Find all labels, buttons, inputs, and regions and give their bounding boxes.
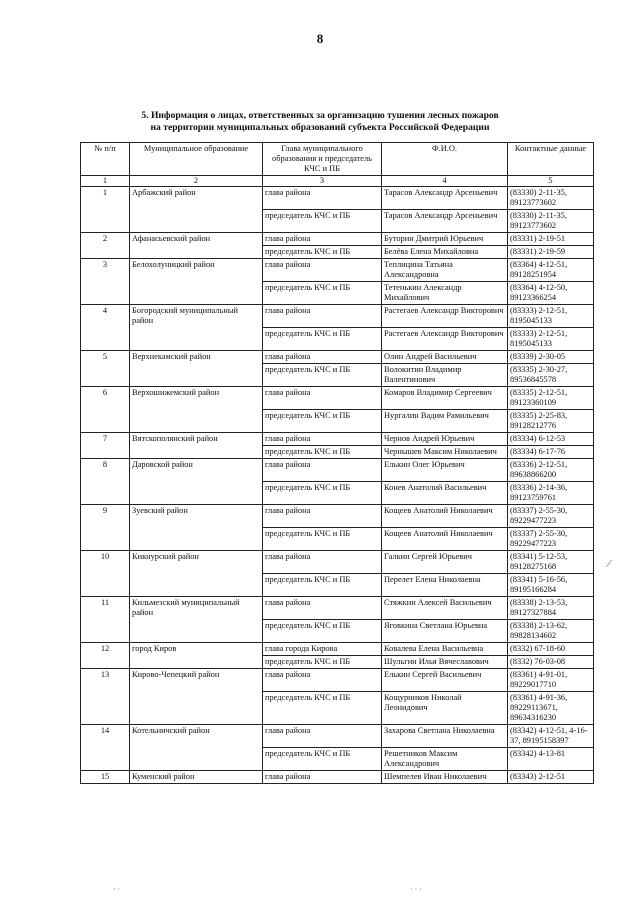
table-row bbox=[81, 351, 594, 364]
title-line-1: 5. Информация о лицах, ответственных за организацию тушения лесных пожаров bbox=[141, 110, 499, 121]
margin-mark: ⁄ bbox=[608, 558, 610, 570]
row-number: 6 bbox=[81, 387, 130, 433]
person-name: Комаров Владимир Сергеевич bbox=[382, 387, 508, 410]
contact-phone: (8332) 67-18-60 bbox=[508, 643, 594, 656]
contact-phone: (83334) 6-12-53 bbox=[508, 433, 594, 446]
table-row bbox=[81, 433, 594, 446]
table-row bbox=[81, 551, 594, 574]
municipality-name: Верхошижемский район bbox=[130, 387, 263, 433]
title-line-2: на территории муниципальных образований субъекта Российской Федерации bbox=[150, 122, 490, 133]
contact-phone: (83364) 4-12-50, 89123366254 bbox=[508, 282, 594, 305]
contact-phone: (83337) 2-55-30, 89229477223 bbox=[508, 505, 594, 528]
column-index-row bbox=[81, 176, 594, 187]
municipality-name: Котельничский район bbox=[130, 725, 263, 771]
table-row bbox=[81, 771, 594, 784]
contact-phone: (83361) 4-91-01, 89229017710 bbox=[508, 669, 594, 692]
person-name: Ковалева Елена Васильевна bbox=[382, 643, 508, 656]
municipality-name: Кирово-Чепецкий район bbox=[130, 669, 263, 725]
row-number: 14 bbox=[81, 725, 130, 771]
municipality-name: Даровской район bbox=[130, 459, 263, 505]
official-role: глава района bbox=[263, 233, 382, 246]
contact-phone: (83333) 2-12-51, 8195045133 bbox=[508, 328, 594, 351]
row-number: 11 bbox=[81, 597, 130, 643]
header-row bbox=[81, 143, 594, 176]
official-role: глава города Кирова bbox=[263, 643, 382, 656]
official-role: председатель КЧС и ПБ bbox=[263, 328, 382, 351]
official-role: глава района bbox=[263, 551, 382, 574]
official-role: глава района bbox=[263, 259, 382, 282]
row-number: 10 bbox=[81, 551, 130, 597]
table-row bbox=[81, 505, 594, 528]
contact-phone: (83342) 4-13-81 bbox=[508, 748, 594, 771]
official-role: председатель КЧС и ПБ bbox=[263, 364, 382, 387]
person-name: Кощурников Николай Леонидович bbox=[382, 692, 508, 725]
person-name: Растегаев Александр Викторович bbox=[382, 328, 508, 351]
official-role: председатель КЧС и ПБ bbox=[263, 656, 382, 669]
contact-phone: (83364) 4-12-51, 89128251954 bbox=[508, 259, 594, 282]
municipality-name: Кикнурский район bbox=[130, 551, 263, 597]
person-name: Буторин Дмитрий Юрьевич bbox=[382, 233, 508, 246]
person-name: Елькин Олег Юрьевич bbox=[382, 459, 508, 482]
person-name: Стяжкин Алексей Васильевич bbox=[382, 597, 508, 620]
col-index: 5 bbox=[508, 176, 594, 187]
row-number: 8 bbox=[81, 459, 130, 505]
contact-phone: (83331) 2-19-59 bbox=[508, 246, 594, 259]
official-role: председатель КЧС и ПБ bbox=[263, 210, 382, 233]
contact-phone: (83341) 5-12-53, 89128275168 bbox=[508, 551, 594, 574]
person-name: Олин Андрей Васильевич bbox=[382, 351, 508, 364]
person-name: Тетенькин Александр Михайлович bbox=[382, 282, 508, 305]
municipality-name: Зуевский район bbox=[130, 505, 263, 551]
official-role: глава района bbox=[263, 187, 382, 210]
person-name: Кощеев Анатолий Николаевич bbox=[382, 505, 508, 528]
contact-phone: (83330) 2-11-35, 89123773602 bbox=[508, 210, 594, 233]
page-number: 8 bbox=[316, 31, 324, 46]
official-role: глава района bbox=[263, 505, 382, 528]
person-name: Растегаев Александр Викторович bbox=[382, 305, 508, 328]
row-number: 1 bbox=[81, 187, 130, 233]
person-name: Галкин Сергей Юрьевич bbox=[382, 551, 508, 574]
person-name: Захарова Светлана Николаевна bbox=[382, 725, 508, 748]
row-number: 7 bbox=[81, 433, 130, 459]
contact-phone: (83330) 2-11-35, 89123773602 bbox=[508, 187, 594, 210]
municipality-name: Вятскополянский район bbox=[130, 433, 263, 459]
row-number: 3 bbox=[81, 259, 130, 305]
scan-speck: · · · bbox=[410, 885, 422, 894]
official-role: глава района bbox=[263, 669, 382, 692]
contact-phone: (83337) 2-55-30, 89229477223 bbox=[508, 528, 594, 551]
person-name: Конев Анатолий Васильевич bbox=[382, 482, 508, 505]
contact-phone: (83343) 2-12-51 bbox=[508, 771, 594, 784]
official-role: председатель КЧС и ПБ bbox=[263, 282, 382, 305]
official-role: глава района bbox=[263, 725, 382, 748]
municipality-name: Арбажский район bbox=[130, 187, 263, 233]
table-row bbox=[81, 669, 594, 692]
person-name: Белёва Елена Михайловна bbox=[382, 246, 508, 259]
official-role: глава района bbox=[263, 597, 382, 620]
official-role: глава района bbox=[263, 387, 382, 410]
person-name: Перелет Елена Николаевна bbox=[382, 574, 508, 597]
person-name: Яговкина Светлана Юрьевна bbox=[382, 620, 508, 643]
section-title bbox=[40, 110, 600, 134]
official-role: председатель КЧС и ПБ bbox=[263, 446, 382, 459]
official-role: председатель КЧС и ПБ bbox=[263, 620, 382, 643]
table-row bbox=[81, 187, 594, 210]
contact-phone: (83334) 6-17-76 bbox=[508, 446, 594, 459]
row-number: 2 bbox=[81, 233, 130, 259]
official-role: глава района bbox=[263, 305, 382, 328]
table-row bbox=[81, 305, 594, 328]
contact-phone: (83338) 2-13-53, 89127327884 bbox=[508, 597, 594, 620]
person-name: Тарасов Александр Арсеньевич bbox=[382, 210, 508, 233]
person-name: Чернов Андрей Юрьевич bbox=[382, 433, 508, 446]
official-role: председатель КЧС и ПБ bbox=[263, 246, 382, 259]
person-name: Решетников Максим Александрович bbox=[382, 748, 508, 771]
header-mo: Муниципальное образование bbox=[130, 143, 263, 176]
col-index: 4 bbox=[382, 176, 508, 187]
contact-phone: (83339) 2-30-05 bbox=[508, 351, 594, 364]
col-index: 3 bbox=[263, 176, 382, 187]
row-number: 13 bbox=[81, 669, 130, 725]
contact-phone: (8332) 76-03-08 bbox=[508, 656, 594, 669]
official-role: глава района bbox=[263, 433, 382, 446]
municipality-name: Афанасьевский район bbox=[130, 233, 263, 259]
contact-phone: (83335) 2-30-27, 89536845578 bbox=[508, 364, 594, 387]
person-name: Чернышев Максим Николаевич bbox=[382, 446, 508, 459]
official-role: председатель КЧС и ПБ bbox=[263, 482, 382, 505]
municipality-name: Богородский муниципальный район bbox=[130, 305, 263, 351]
header-fio: Ф.И.О. bbox=[382, 143, 508, 176]
municipality-name: Белохолуницкий район bbox=[130, 259, 263, 305]
table-row bbox=[81, 459, 594, 482]
official-role: председатель КЧС и ПБ bbox=[263, 574, 382, 597]
col-index: 1 bbox=[81, 176, 130, 187]
table-row bbox=[81, 259, 594, 282]
official-role: глава района bbox=[263, 459, 382, 482]
person-name: Шемпелев Иван Николаевич bbox=[382, 771, 508, 784]
contact-phone: (83336) 2-14-36, 89123759761 bbox=[508, 482, 594, 505]
header-num: № п/п bbox=[81, 143, 130, 176]
official-role: глава района bbox=[263, 351, 382, 364]
contact-phone: (83331) 2-19-51 bbox=[508, 233, 594, 246]
person-name: Шульгин Илья Вячеславович bbox=[382, 656, 508, 669]
header-contacts: Контактные данные bbox=[508, 143, 594, 176]
person-name: Волокитин Владимир Валентинович bbox=[382, 364, 508, 387]
municipality-name: Кильмезский муниципальный район bbox=[130, 597, 263, 643]
person-name: Теплицина Татьяна Александровна bbox=[382, 259, 508, 282]
contact-phone: (83361) 4-91-36, 89229113671, 89634316230 bbox=[508, 692, 594, 725]
municipality-name: город Киров bbox=[130, 643, 263, 669]
col-index: 2 bbox=[130, 176, 263, 187]
table-row bbox=[81, 233, 594, 246]
official-role: глава района bbox=[263, 771, 382, 784]
table-row bbox=[81, 597, 594, 620]
contact-phone: (83333) 2-12-51, 8195045133 bbox=[508, 305, 594, 328]
row-number: 15 bbox=[81, 771, 130, 784]
contact-phone: (83335) 2-12-51, 89123360109 bbox=[508, 387, 594, 410]
official-role: председатель КЧС и ПБ bbox=[263, 748, 382, 771]
person-name: Елькин Сергей Васильевич bbox=[382, 669, 508, 692]
row-number: 5 bbox=[81, 351, 130, 387]
responsible-persons-table bbox=[80, 142, 594, 784]
contact-phone: (83336) 2-12-51, 89638866200 bbox=[508, 459, 594, 482]
official-role: председатель КЧС и ПБ bbox=[263, 692, 382, 725]
table-body bbox=[81, 187, 594, 784]
contact-phone: (83335) 2-25-83, 89128212776 bbox=[508, 410, 594, 433]
scan-speck: · · bbox=[113, 885, 121, 894]
row-number: 4 bbox=[81, 305, 130, 351]
official-role: председатель КЧС и ПБ bbox=[263, 528, 382, 551]
person-name: Нургалин Вадим Рамильевич bbox=[382, 410, 508, 433]
official-role: председатель КЧС и ПБ bbox=[263, 410, 382, 433]
municipality-name: Верхнекамский район bbox=[130, 351, 263, 387]
contact-phone: (83338) 2-13-62, 89828134602 bbox=[508, 620, 594, 643]
table-row bbox=[81, 387, 594, 410]
table-row bbox=[81, 725, 594, 748]
person-name: Кощеев Анатолий Николаевич bbox=[382, 528, 508, 551]
row-number: 12 bbox=[81, 643, 130, 669]
contact-phone: (83342) 4-12-51, 4-16-37, 89195158397 bbox=[508, 725, 594, 748]
contact-phone: (83341) 5-16-56, 89195166284 bbox=[508, 574, 594, 597]
table-row bbox=[81, 643, 594, 656]
header-head: Глава муниципального образования и председатель КЧС и ПБ bbox=[263, 143, 382, 176]
person-name: Тарасов Александр Арсеньевич bbox=[382, 187, 508, 210]
municipality-name: Куменский район bbox=[130, 771, 263, 784]
row-number: 9 bbox=[81, 505, 130, 551]
